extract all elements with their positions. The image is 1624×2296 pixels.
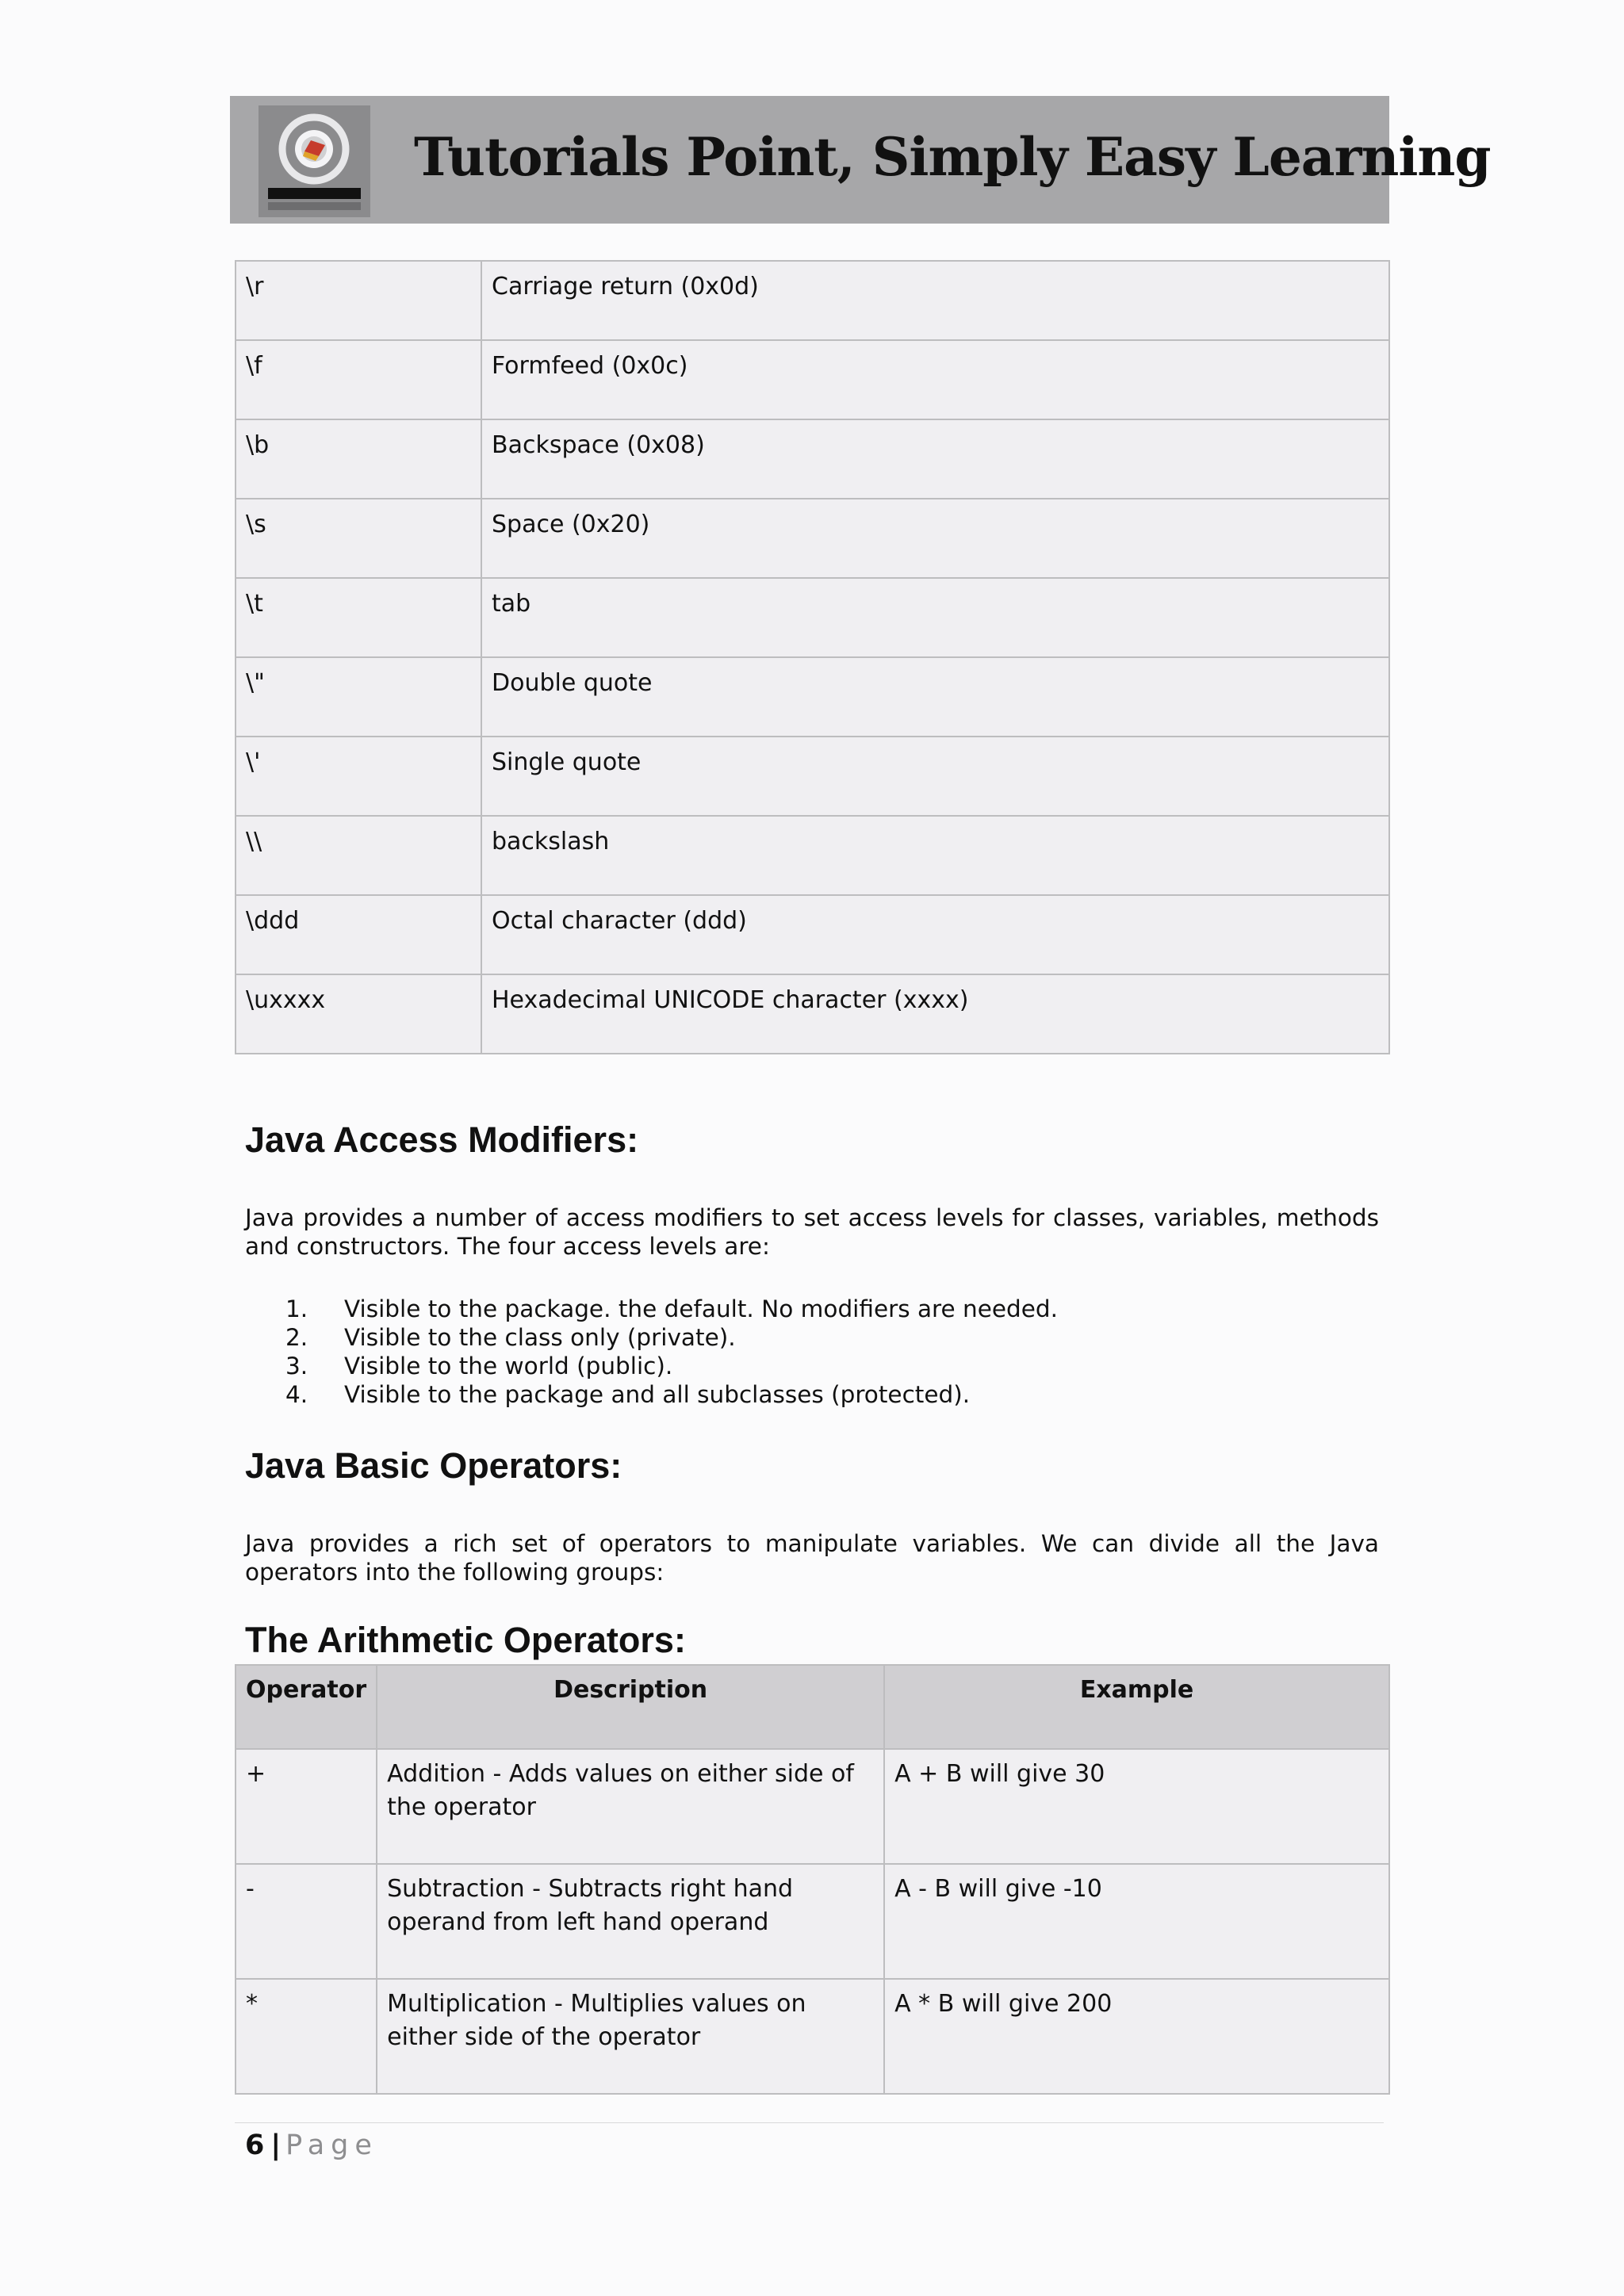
arithmetic-operators-table	[235, 1664, 1390, 2095]
escape-description: backslash	[481, 816, 1389, 895]
table-row	[236, 816, 1389, 895]
list-item	[285, 1380, 1058, 1409]
logo-graphic	[259, 105, 370, 217]
escape-code: \s	[236, 499, 481, 578]
table-row	[236, 578, 1389, 657]
table-row	[236, 1979, 1389, 2094]
list-item	[285, 1352, 1058, 1380]
table-row	[236, 895, 1389, 974]
site-title: Tutorials Point, Simply Easy Learning	[414, 126, 1491, 188]
escape-code: \r	[236, 261, 481, 340]
list-number: 4.	[285, 1381, 308, 1408]
escape-description: Formfeed (0x0c)	[481, 340, 1389, 419]
table-row	[236, 1749, 1389, 1864]
page-label: Page	[285, 2130, 378, 2161]
page-footer	[245, 2130, 378, 2161]
table-header-row	[236, 1665, 1389, 1749]
footer-divider	[235, 2122, 1384, 2123]
basic-operators-heading: Java Basic Operators:	[245, 1445, 622, 1486]
escape-code: \t	[236, 578, 481, 657]
escape-sequence-table	[235, 260, 1390, 1054]
table-row	[236, 974, 1389, 1054]
operator-cell: *	[236, 1979, 377, 2094]
escape-code: \uxxxx	[236, 974, 481, 1054]
arithmetic-operators-heading: The Arithmetic Operators:	[245, 1620, 686, 1660]
escape-code: \f	[236, 340, 481, 419]
escape-code: \b	[236, 419, 481, 499]
table-row	[236, 1864, 1389, 1979]
footer-separator: |	[270, 2130, 282, 2161]
description-cell: Addition - Adds values on either side of the operator	[377, 1749, 884, 1864]
escape-description: Carriage return (0x0d)	[481, 261, 1389, 340]
escape-code: \\	[236, 816, 481, 895]
list-number: 3.	[285, 1353, 308, 1380]
column-header-operator: Operator	[236, 1665, 377, 1749]
table-row	[236, 340, 1389, 419]
table-row	[236, 737, 1389, 816]
example-cell: A - B will give -10	[884, 1864, 1389, 1979]
list-item	[285, 1323, 1058, 1352]
escape-code: \ddd	[236, 895, 481, 974]
access-modifiers-heading: Java Access Modifiers:	[245, 1119, 639, 1160]
table-row	[236, 419, 1389, 499]
operator-cell: +	[236, 1749, 377, 1864]
escape-description: Octal character (ddd)	[481, 895, 1389, 974]
page-number: 6	[245, 2130, 265, 2161]
list-number: 1.	[285, 1295, 308, 1322]
access-modifiers-intro: Java provides a number of access modifiers to set access levels for classes, variables, methods and constructors. The four access levels are:	[245, 1204, 1379, 1260]
list-text: Visible to the package and all subclasses (protected).	[344, 1381, 971, 1408]
escape-code: \'	[236, 737, 481, 816]
basic-operators-intro: Java provides a rich set of operators to manipulate variables. We can divide all the Java operators into the following groups:	[245, 1530, 1379, 1586]
description-cell: Multiplication - Multiplies values on either side of the operator	[377, 1979, 884, 2094]
description-cell: Subtraction - Subtracts right hand operand from left hand operand	[377, 1864, 884, 1979]
table-row	[236, 657, 1389, 737]
table-row	[236, 261, 1389, 340]
tutorialspoint-logo	[259, 105, 370, 217]
list-item	[285, 1295, 1058, 1323]
list-text: Visible to the class only (private).	[344, 1324, 736, 1351]
escape-description: Backspace (0x08)	[481, 419, 1389, 499]
page-header	[230, 96, 1491, 224]
column-header-description: Description	[377, 1665, 884, 1749]
operator-cell: -	[236, 1864, 377, 1979]
escape-description: Single quote	[481, 737, 1389, 816]
escape-description: Space (0x20)	[481, 499, 1389, 578]
example-cell: A + B will give 30	[884, 1749, 1389, 1864]
escape-description: Double quote	[481, 657, 1389, 737]
list-text: Visible to the package. the default. No modifiers are needed.	[344, 1295, 1059, 1322]
escape-code: \"	[236, 657, 481, 737]
table-row	[236, 499, 1389, 578]
column-header-example: Example	[884, 1665, 1389, 1749]
escape-description: tab	[481, 578, 1389, 657]
example-cell: A * B will give 200	[884, 1979, 1389, 2094]
escape-description: Hexadecimal UNICODE character (xxxx)	[481, 974, 1389, 1054]
list-text: Visible to the world (public).	[344, 1353, 673, 1380]
list-number: 2.	[285, 1324, 308, 1351]
access-levels-list	[285, 1295, 1058, 1409]
